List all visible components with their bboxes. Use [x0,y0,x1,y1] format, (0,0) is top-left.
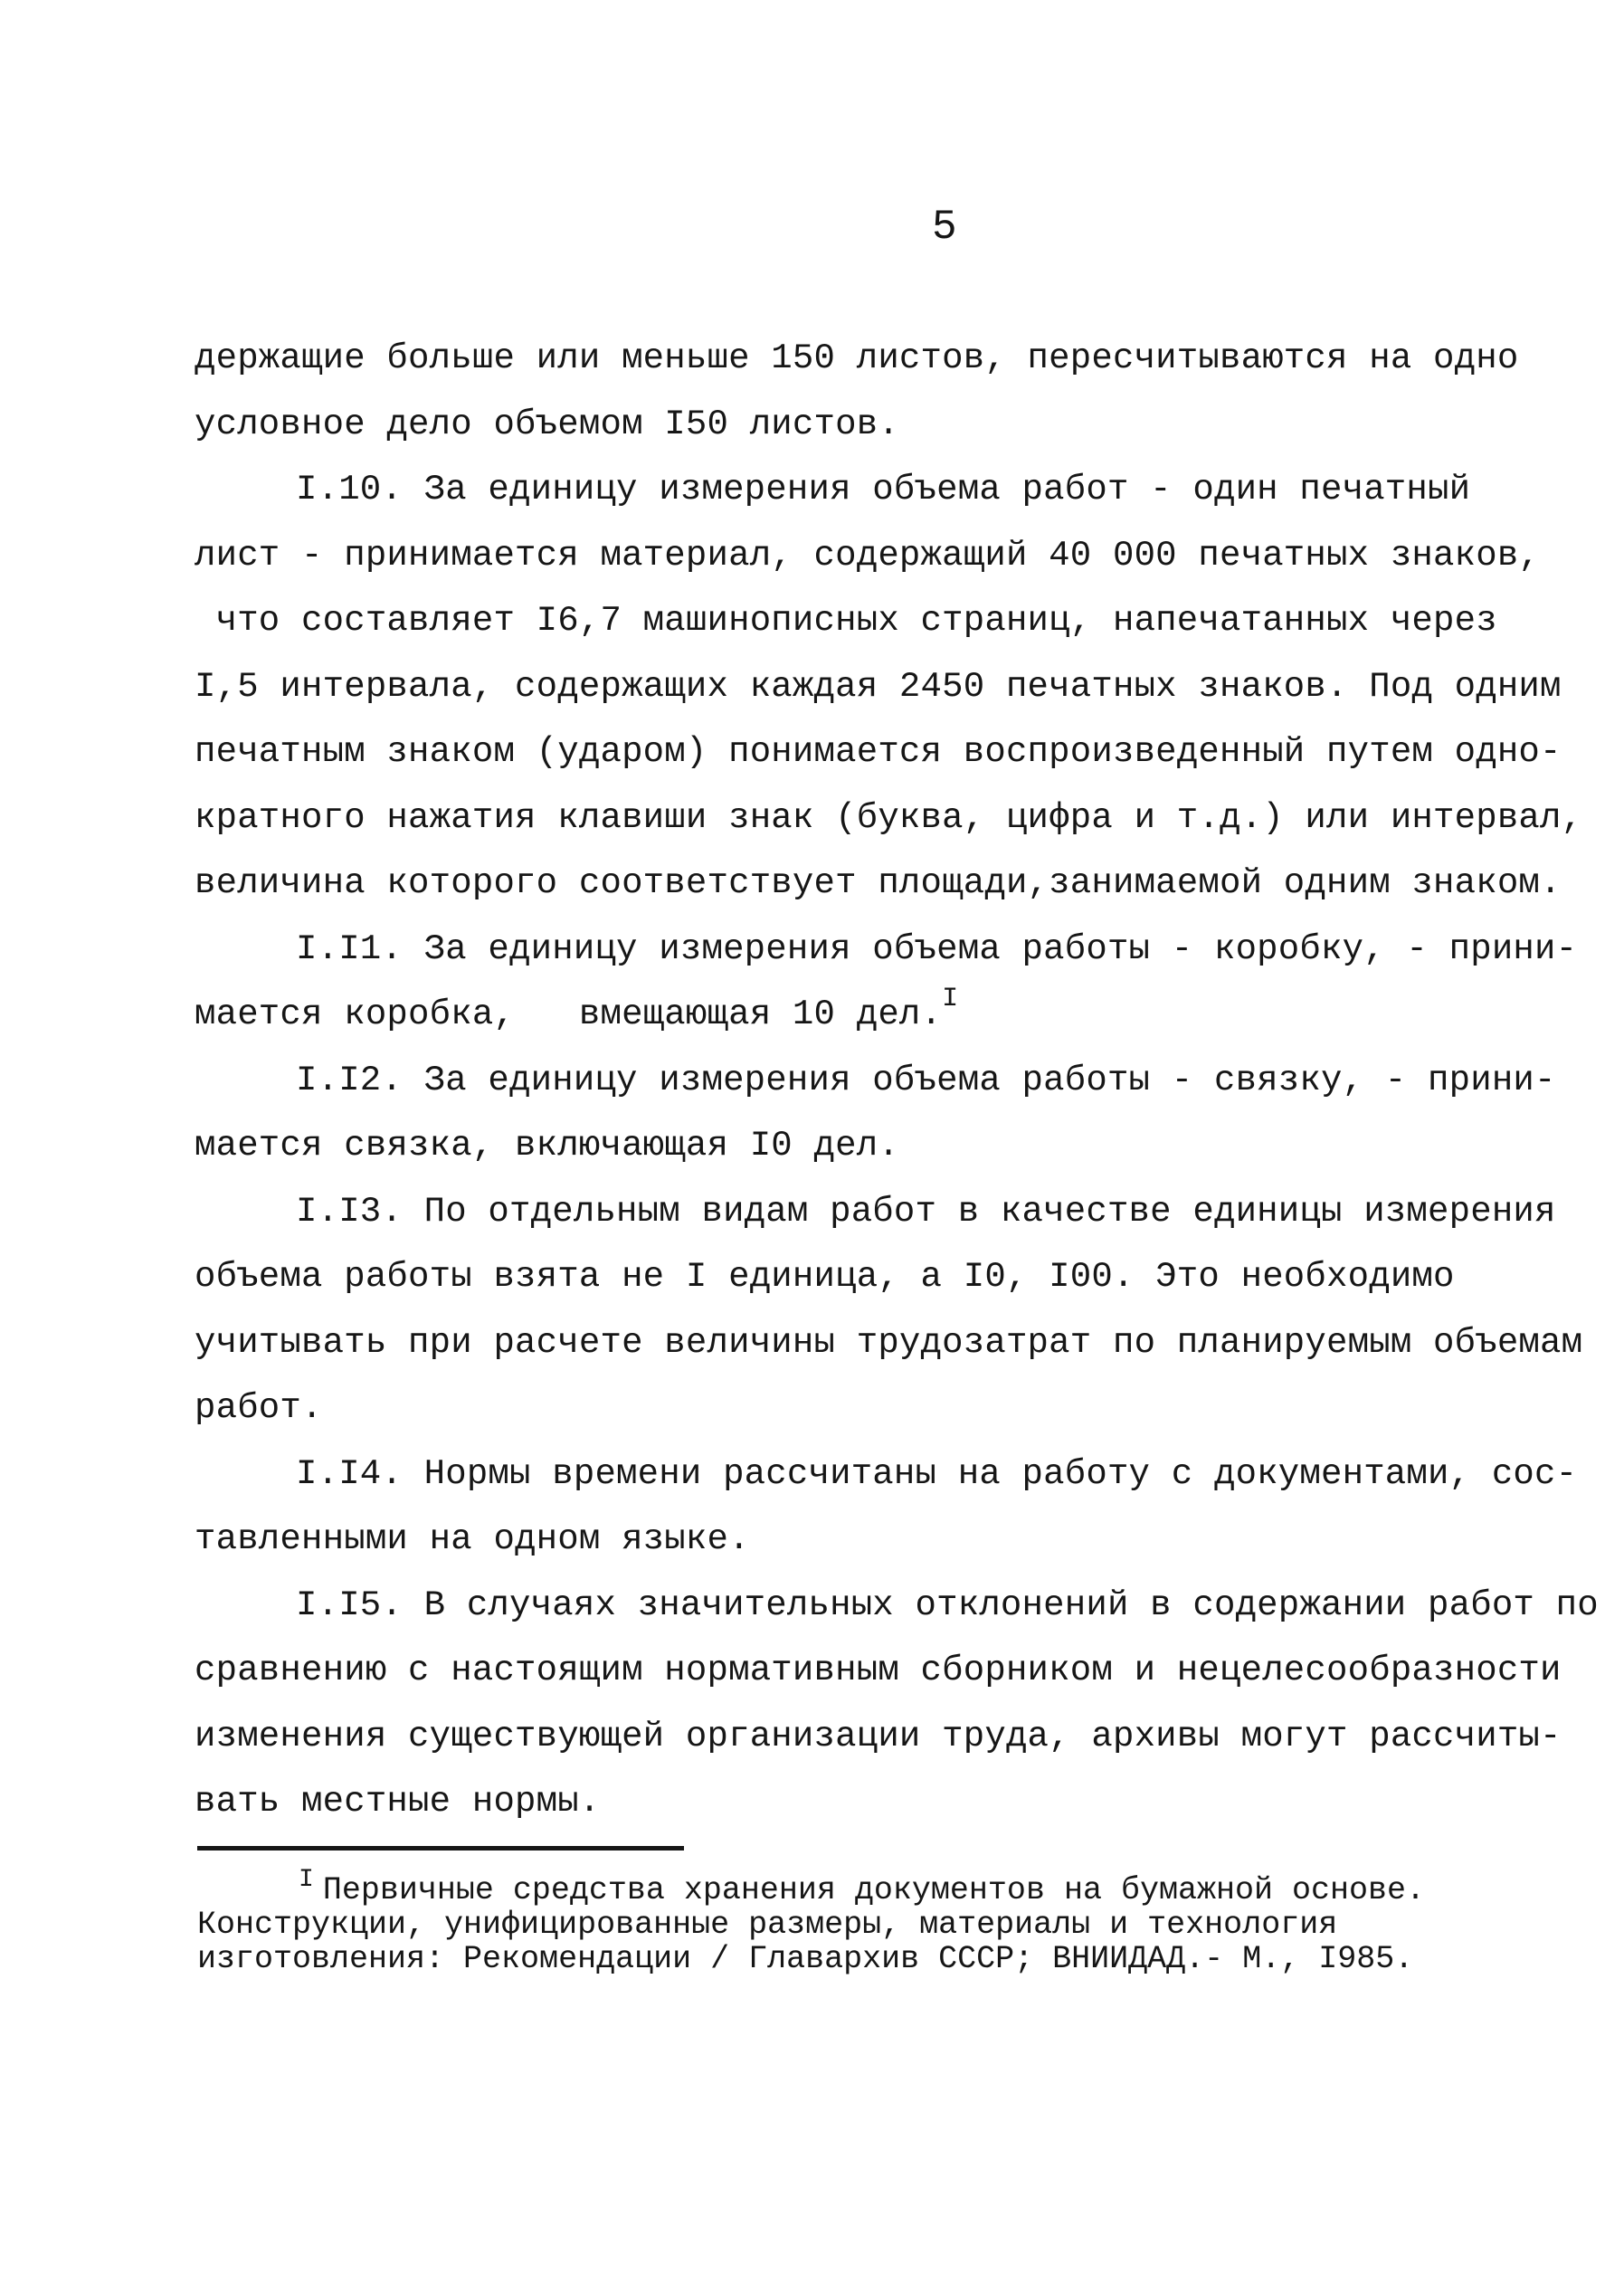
paragraph-1-11 [195,917,1578,1048]
text-line: I.I3. По отдельным видам работ в качестве единицы измерения [296,1191,1556,1232]
text-line: I.I1. За единицу измерения объема работы - коробку, - прини- [296,928,1578,969]
paragraph-1-14 [195,1441,1578,1573]
paragraph-1-12 [195,1048,1556,1179]
paragraph-1-10 [195,457,1583,917]
paragraph-continuation [195,326,1524,457]
footnote-number: I [299,1866,314,1894]
text-line: условное дело объемом I50 листов. [195,404,899,444]
footnote [197,1866,1536,1977]
text-line: кратного нажатия клавиши знак (буква, цифра и т.д.) или интервал, [195,797,1583,838]
document-body [195,326,1599,1835]
text-line: сравнению с настоящим нормативным сборником и нецелесообразности [195,1651,1562,1690]
text-line: I.I5. В случаях значительных отклонений в содержании работ по [296,1584,1599,1625]
paragraph-1-13 [195,1179,1583,1441]
footnote-line [197,1866,1536,1908]
text-line: что составляет I6,7 машинописных страниц, напечатанных через [195,601,1497,641]
text-fragment: Первичные средства хранения документов на бумажной основе. [322,1872,1426,1908]
footnote-reference: I [942,984,959,1014]
text-line: лист - принимается материал, содержащий 40 000 печатных знаков, [195,535,1541,576]
text-line: изменения существующей организации труда, архивы могут рассчиты- [195,1716,1562,1756]
text-line: учитывать при расчете величины трудозатрат по планируемым объемам [195,1322,1583,1363]
text-line: тавленными на одном языке. [195,1519,750,1559]
text-line: объема работы взята не I единица, а I0, I00. Это необходимо [195,1257,1455,1297]
paragraph-1-15 [195,1573,1599,1835]
text-line: мается связка, включающая I0 дел. [195,1126,899,1166]
text-line: вать местные нормы. [195,1782,601,1822]
text-line: I.I2. За единицу измерения объема работы - связку, - прини- [296,1060,1556,1100]
text-line: величина которого соответствует площади,занимаемой одним знаком. [195,863,1562,903]
text-line: I.I4. Нормы времени рассчитаны на работу с документами, сос- [296,1453,1578,1494]
footnote-line: Конструкции, унифицированные размеры, материалы и технология [197,1907,1338,1943]
text-line [195,982,1524,1048]
footnote-divider [197,1846,684,1851]
page-number: 5 [932,204,957,251]
text-line: работ. [195,1388,323,1428]
text-line: I.10. За единицу измерения объема работ - один печатный [296,470,1471,509]
text-line: I,5 интервала, содержащих каждая 2450 печатных знаков. Под одним [195,666,1562,707]
text-line: печатным знаком (ударом) понимается воспроизведенный путем одно- [195,732,1562,772]
text-line: держащие больше или меньше 150 листов, пересчитываются на одно [195,338,1519,378]
text-fragment: мается коробка, вмещающая 10 дел. [195,994,943,1034]
footnote-line: изготовления: Рекомендации / Главархив СССР; ВНИИДАД.- М., I985. [197,1941,1414,1977]
